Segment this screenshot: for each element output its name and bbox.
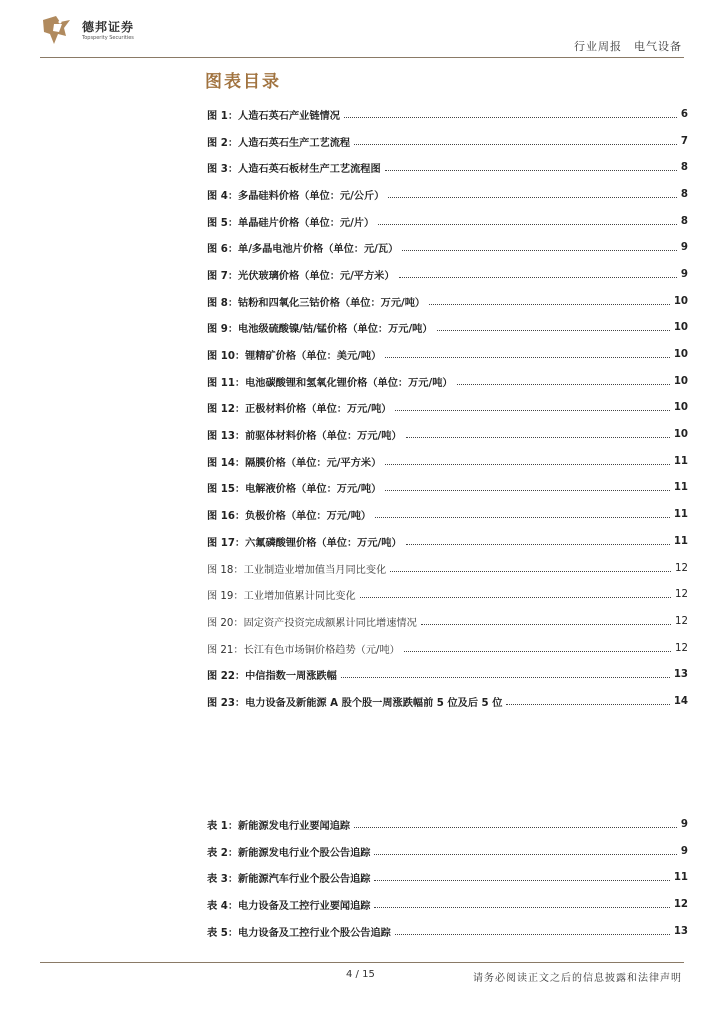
figure-entry-page: 12 xyxy=(675,589,688,601)
figure-entry-label: 图 9：电池级硫酸镍/钴/锰价格（单位：万元/吨） xyxy=(207,324,433,336)
figure-entry-label: 图 11：电池碳酸锂和氢氧化锂价格（单位：万元/吨） xyxy=(207,377,453,389)
figure-entry-page: 9 xyxy=(680,268,688,280)
page-title: 图表目录 xyxy=(205,72,281,92)
figure-entry-page: 8 xyxy=(680,215,688,227)
figure-entry-page: 10 xyxy=(673,375,688,387)
table-entry[interactable] xyxy=(207,891,688,918)
figure-entry-page: 12 xyxy=(675,562,688,574)
dot-leader xyxy=(385,490,670,491)
figure-entry-label: 图 6：单/多晶电池片价格（单位：元/瓦） xyxy=(207,244,399,256)
figure-entry[interactable] xyxy=(207,635,688,662)
dot-leader xyxy=(457,384,670,385)
dot-leader xyxy=(406,437,670,438)
figure-entry-page: 10 xyxy=(673,429,688,441)
figure-entry-label: 图 10：锂精矿价格（单位：美元/吨） xyxy=(207,351,382,363)
figure-list xyxy=(207,101,688,715)
figure-entry-label: 图 23：电力设备及新能源 A 股个股一周涨跌幅前 5 位及后 5 位 xyxy=(207,697,503,709)
figure-entry-page: 10 xyxy=(673,349,688,361)
dot-leader xyxy=(374,880,669,881)
dot-leader xyxy=(437,330,670,331)
figure-entry-page: 7 xyxy=(680,135,688,147)
table-entry-label: 表 1：新能源发电行业要闻追踪 xyxy=(207,820,351,832)
dot-leader xyxy=(395,410,669,411)
dot-leader xyxy=(354,827,677,828)
footer-disclaimer: 请务必阅读正文之后的信息披露和法律声明 xyxy=(473,973,682,984)
figure-entry-page: 10 xyxy=(673,402,688,414)
figure-entry[interactable] xyxy=(207,208,688,235)
figure-entry-page: 8 xyxy=(680,162,688,174)
figure-entry-label: 图 21：长江有色市场铜价格趋势（元/吨） xyxy=(207,644,400,656)
table-entry-page: 12 xyxy=(673,898,688,910)
figure-entry[interactable] xyxy=(207,341,688,368)
figure-entry-page: 11 xyxy=(673,509,688,521)
figure-entry[interactable] xyxy=(207,608,688,635)
dot-leader xyxy=(390,571,671,572)
brand-name-en: Topsperity Securities xyxy=(82,35,134,41)
dot-leader xyxy=(406,544,670,545)
figure-entry-label: 图 8：钴粉和四氧化三钴价格（单位：万元/吨） xyxy=(207,297,426,309)
figure-entry-label: 图 13：前驱体材料价格（单位：万元/吨） xyxy=(207,431,402,443)
figure-entry-page: 12 xyxy=(675,642,688,654)
figure-entry[interactable] xyxy=(207,475,688,502)
figure-entry[interactable] xyxy=(207,368,688,395)
figure-entry[interactable] xyxy=(207,128,688,155)
figure-entry[interactable] xyxy=(207,395,688,422)
dot-leader xyxy=(385,464,670,465)
figure-entry-label: 图 5：单晶硅片价格（单位：元/片） xyxy=(207,217,375,229)
dot-leader xyxy=(354,144,677,145)
table-entry[interactable] xyxy=(207,864,688,891)
dot-leader xyxy=(374,854,676,855)
figure-entry[interactable] xyxy=(207,581,688,608)
page-header xyxy=(0,0,724,62)
dot-leader xyxy=(385,170,677,171)
figure-entry[interactable] xyxy=(207,555,688,582)
dot-leader xyxy=(375,517,670,518)
figure-entry[interactable] xyxy=(207,288,688,315)
brand-logo xyxy=(40,14,150,50)
figure-entry[interactable] xyxy=(207,261,688,288)
figure-entry-page: 10 xyxy=(673,295,688,307)
dot-leader xyxy=(385,357,670,358)
dot-leader xyxy=(399,277,677,278)
figure-entry[interactable] xyxy=(207,154,688,181)
table-entry-label: 表 5：电力设备及工控行业个股公告追踪 xyxy=(207,927,391,939)
figure-entry-page: 10 xyxy=(673,322,688,334)
dot-leader xyxy=(344,117,677,118)
figure-entry-label: 图 7：光伏玻璃价格（单位：元/平方米） xyxy=(207,270,395,282)
figure-entry-label: 图 4：多晶硅料价格（单位：元/公斤） xyxy=(207,190,385,202)
figure-entry-label: 图 12：正极材料价格（单位：万元/吨） xyxy=(207,404,392,416)
dot-leader xyxy=(395,934,670,935)
brand-name-cn: 德邦证券 xyxy=(82,20,135,34)
figure-entry[interactable] xyxy=(207,661,688,688)
table-entry-label: 表 2：新能源发电行业个股公告追踪 xyxy=(207,847,371,859)
header-divider xyxy=(40,57,684,58)
figure-entry-page: 9 xyxy=(680,242,688,254)
figure-entry-label: 图 16：负极价格（单位：万元/吨） xyxy=(207,511,372,523)
dot-leader xyxy=(378,224,677,225)
figure-entry-label: 图 19：工业增加值累计同比变化 xyxy=(207,591,356,603)
report-category: 行业周报 电气设备 xyxy=(574,40,682,53)
page-number: 4 / 15 xyxy=(346,969,375,980)
figure-entry-page: 13 xyxy=(673,669,688,681)
figure-entry-page: 11 xyxy=(673,482,688,494)
dot-leader xyxy=(360,597,671,598)
table-entry-label: 表 3：新能源汽车行业个股公告追踪 xyxy=(207,874,371,886)
table-entry-page: 13 xyxy=(673,925,688,937)
figure-entry[interactable] xyxy=(207,528,688,555)
figure-entry-label: 图 14：隔膜价格（单位：元/平方米） xyxy=(207,457,382,469)
table-entry-page: 9 xyxy=(680,818,688,830)
dot-leader xyxy=(421,624,671,625)
dot-leader xyxy=(506,704,669,705)
figure-entry-label: 图 15：电解液价格（单位：万元/吨） xyxy=(207,484,382,496)
figure-entry[interactable] xyxy=(207,101,688,128)
figure-entry[interactable] xyxy=(207,421,688,448)
figure-entry-label: 图 2：人造石英石生产工艺流程 xyxy=(207,137,351,149)
footer-divider xyxy=(40,962,684,963)
dot-leader xyxy=(374,907,669,908)
dot-leader xyxy=(404,651,671,652)
figure-entry-page: 11 xyxy=(673,535,688,547)
logo-mark-icon xyxy=(40,14,74,48)
table-entry[interactable] xyxy=(207,811,688,838)
table-entry[interactable] xyxy=(207,918,688,945)
figure-entry-label: 图 20：固定资产投资完成额累计同比增速情况 xyxy=(207,617,417,629)
table-entry-page: 9 xyxy=(680,845,688,857)
figure-entry-label: 图 17：六氟磷酸锂价格（单位：万元/吨） xyxy=(207,537,402,549)
dot-leader xyxy=(429,304,670,305)
figure-entry[interactable] xyxy=(207,181,688,208)
figure-entry-label: 图 3：人造石英石板材生产工艺流程图 xyxy=(207,164,381,176)
figure-entry-page: 11 xyxy=(673,455,688,467)
figure-entry-page: 8 xyxy=(680,188,688,200)
dot-leader xyxy=(341,677,670,678)
table-list xyxy=(207,811,688,944)
figure-entry-page: 14 xyxy=(673,695,688,707)
figure-entry-label: 图 1：人造石英石产业链情况 xyxy=(207,110,340,122)
table-entry-label: 表 4：电力设备及工控行业要闻追踪 xyxy=(207,900,371,912)
figure-entry[interactable] xyxy=(207,234,688,261)
dot-leader xyxy=(402,250,677,251)
figure-entry-label: 图 22：中信指数一周涨跌幅 xyxy=(207,671,337,683)
figure-entry-page: 12 xyxy=(675,615,688,627)
figure-entry[interactable] xyxy=(207,448,688,475)
figure-entry-label: 图 18：工业制造业增加值当月同比变化 xyxy=(207,564,387,576)
dot-leader xyxy=(388,197,677,198)
table-entry[interactable] xyxy=(207,838,688,865)
table-entry-page: 11 xyxy=(673,872,688,884)
figure-entry[interactable] xyxy=(207,688,688,715)
figure-entry-page: 6 xyxy=(680,108,688,120)
figure-entry[interactable] xyxy=(207,501,688,528)
figure-entry[interactable] xyxy=(207,315,688,342)
